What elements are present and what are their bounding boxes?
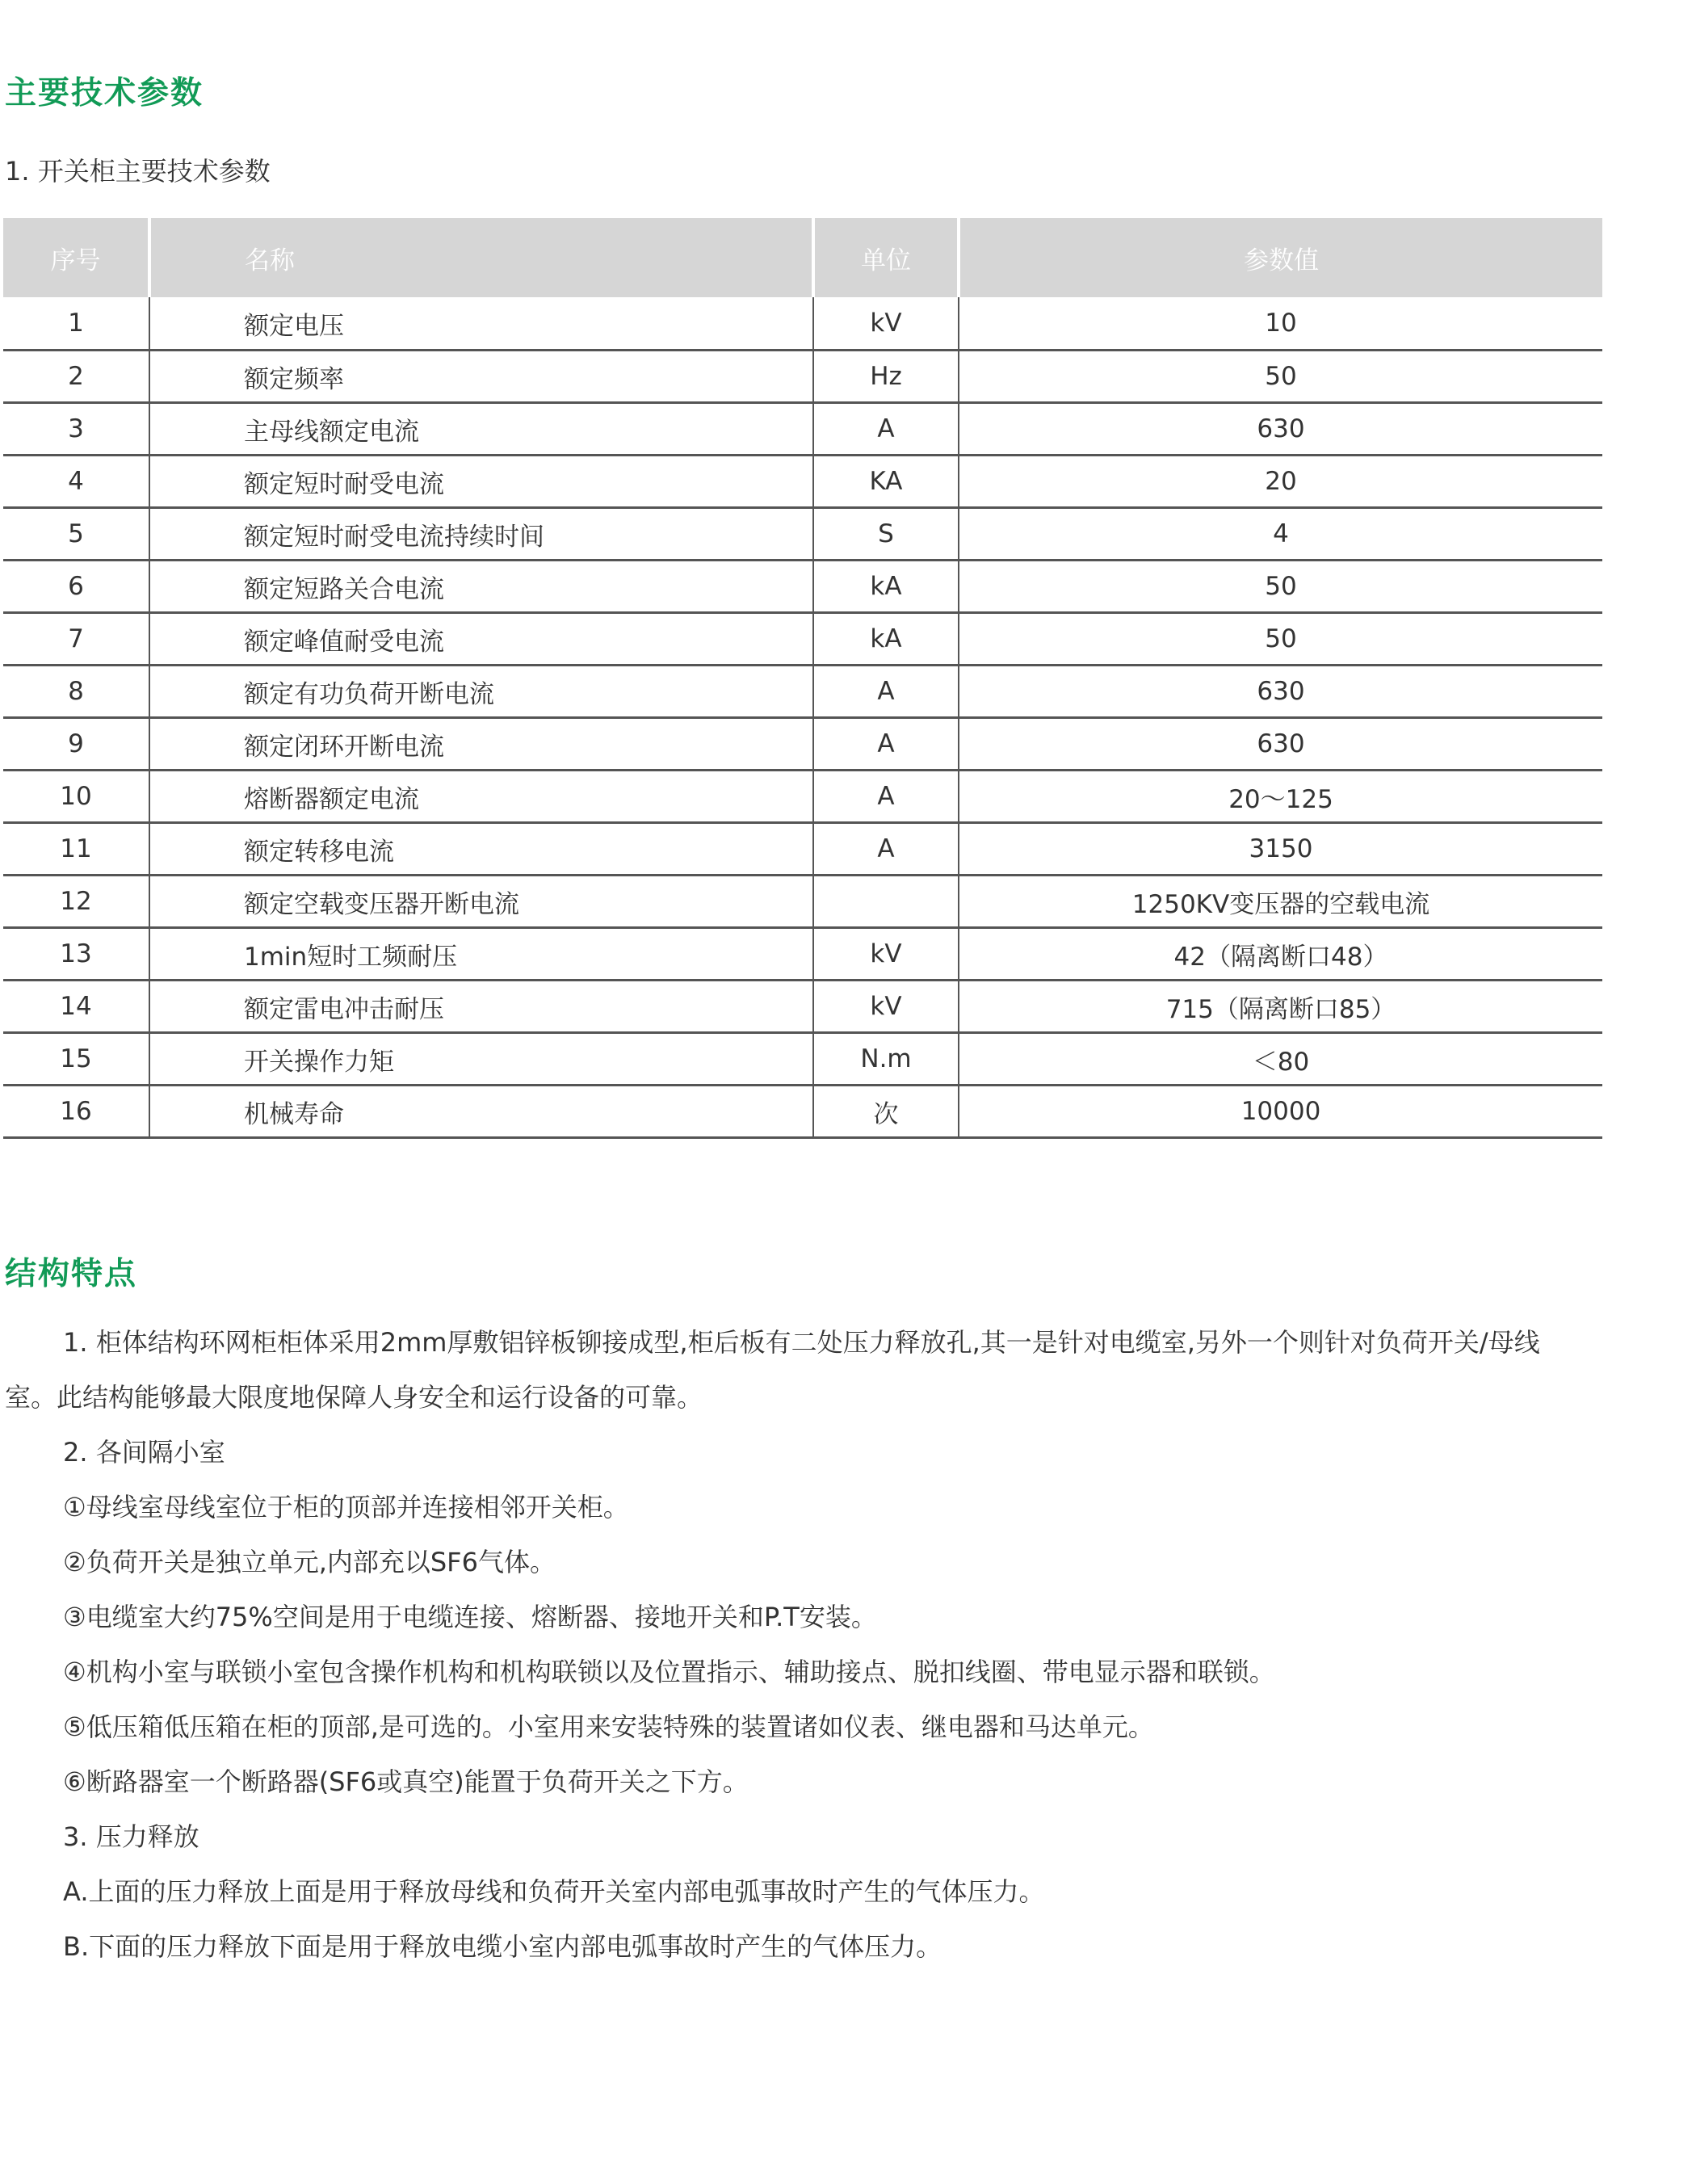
cell-unit: A [813,718,959,771]
table-header-row [3,218,1602,297]
table-row [3,297,1602,351]
cell-unit: A [813,666,959,718]
cell-value: 3150 [959,823,1602,876]
cell-value: ＜80 [959,1033,1602,1086]
section-title-main-params: 主要技术参数 [5,75,204,111]
feature-item: ①母线室母线室位于柜的顶部并连接相邻开关柜。 [63,1492,629,1522]
cell-unit [813,876,959,928]
cell-no: 1 [3,297,149,351]
table-row [3,981,1602,1033]
header-name: 名称 [149,218,813,297]
cell-unit: S [813,508,959,561]
cell-unit: kV [813,981,959,1033]
feature-item: ④机构小室与联锁小室包含操作机构和机构联锁以及位置指示、辅助接点、脱扣线圈、带电显示器和联锁。 [63,1657,1275,1687]
cell-name: 额定转移电流 [149,823,813,876]
table-row [3,456,1602,508]
cell-unit: Hz [813,351,959,403]
table-row [3,928,1602,981]
feature-paragraph-1: 1. 柜体结构环网柜柜体采用2mm厚敷铝锌板铆接成型,柜后板有二处压力释放孔,其一是针对电缆室,另外一个则针对负荷开关/母线室。此结构能够最大限度地保障人身安全和运行设备的可靠。 [5,1327,1540,1413]
cell-value: 4 [959,508,1602,561]
cell-no: 7 [3,613,149,666]
cell-no: 10 [3,771,149,823]
table-row [3,508,1602,561]
cell-value: 715（隔离断口85） [959,981,1602,1033]
cell-unit: KA [813,456,959,508]
cell-value: 50 [959,351,1602,403]
cell-name: 额定有功负荷开断电流 [149,666,813,718]
cell-name: 开关操作力矩 [149,1033,813,1086]
header-value: 参数值 [959,218,1602,297]
cell-name: 额定电压 [149,297,813,351]
cell-value: 630 [959,403,1602,456]
structure-features [5,1315,1580,1974]
cell-unit: kA [813,561,959,613]
table-row [3,876,1602,928]
cell-no: 4 [3,456,149,508]
cell-no: 2 [3,351,149,403]
table-row [3,403,1602,456]
table-row [3,1086,1602,1138]
spec-table [3,218,1602,1139]
cell-value: 42（隔离断口48） [959,928,1602,981]
feature-heading-2: 2. 各间隔小室 [63,1437,225,1468]
feature-item: ⑥断路器室一个断路器(SF6或真空)能置于负荷开关之下方。 [63,1766,749,1797]
cell-value: 10 [959,297,1602,351]
cell-name: 机械寿命 [149,1086,813,1138]
cell-no: 15 [3,1033,149,1086]
table-caption: 1. 开关柜主要技术参数 [5,156,271,187]
table-row [3,771,1602,823]
cell-no: 12 [3,876,149,928]
cell-name: 额定频率 [149,351,813,403]
cell-name: 额定空载变压器开断电流 [149,876,813,928]
cell-name: 1min短时工频耐压 [149,928,813,981]
table-row [3,351,1602,403]
cell-unit: A [813,823,959,876]
cell-value: 20 [959,456,1602,508]
feature-heading-3: 3. 压力释放 [63,1821,199,1852]
table-row [3,823,1602,876]
cell-no: 6 [3,561,149,613]
cell-unit: kA [813,613,959,666]
header-no: 序号 [3,218,149,297]
cell-value: 50 [959,561,1602,613]
cell-unit: A [813,771,959,823]
cell-no: 3 [3,403,149,456]
cell-name: 额定短时耐受电流 [149,456,813,508]
feature-item: ②负荷开关是独立单元,内部充以SF6气体。 [63,1547,556,1577]
table-row [3,666,1602,718]
cell-value: 20～125 [959,771,1602,823]
cell-no: 13 [3,928,149,981]
table-row [3,561,1602,613]
feature-item: ③电缆室大约75%空间是用于电缆连接、熔断器、接地开关和P.T安装。 [63,1602,877,1632]
table-row [3,718,1602,771]
cell-unit: kV [813,297,959,351]
feature-item: B.下面的压力释放下面是用于释放电缆小室内部电弧事故时产生的气体压力。 [63,1931,942,1962]
cell-value: 50 [959,613,1602,666]
table-row [3,1033,1602,1086]
cell-no: 8 [3,666,149,718]
cell-no: 11 [3,823,149,876]
cell-value: 10000 [959,1086,1602,1138]
cell-no: 16 [3,1086,149,1138]
header-unit: 单位 [813,218,959,297]
cell-name: 额定雷电冲击耐压 [149,981,813,1033]
cell-no: 5 [3,508,149,561]
cell-value: 630 [959,666,1602,718]
table-row [3,613,1602,666]
cell-value: 630 [959,718,1602,771]
cell-unit: 次 [813,1086,959,1138]
cell-unit: A [813,403,959,456]
cell-no: 9 [3,718,149,771]
cell-name: 主母线额定电流 [149,403,813,456]
cell-name: 熔断器额定电流 [149,771,813,823]
cell-name: 额定短路关合电流 [149,561,813,613]
cell-name: 额定闭环开断电流 [149,718,813,771]
section-title-structure: 结构特点 [5,1256,138,1292]
cell-unit: N.m [813,1033,959,1086]
cell-unit: kV [813,928,959,981]
feature-item: A.上面的压力释放上面是用于释放母线和负荷开关室内部电弧事故时产生的气体压力。 [63,1876,1045,1907]
cell-no: 14 [3,981,149,1033]
cell-name: 额定峰值耐受电流 [149,613,813,666]
cell-value: 1250KV变压器的空载电流 [959,876,1602,928]
cell-name: 额定短时耐受电流持续时间 [149,508,813,561]
feature-item: ⑤低压箱低压箱在柜的顶部,是可选的。小室用来安装特殊的装置诸如仪表、继电器和马达单元。 [63,1712,1154,1742]
